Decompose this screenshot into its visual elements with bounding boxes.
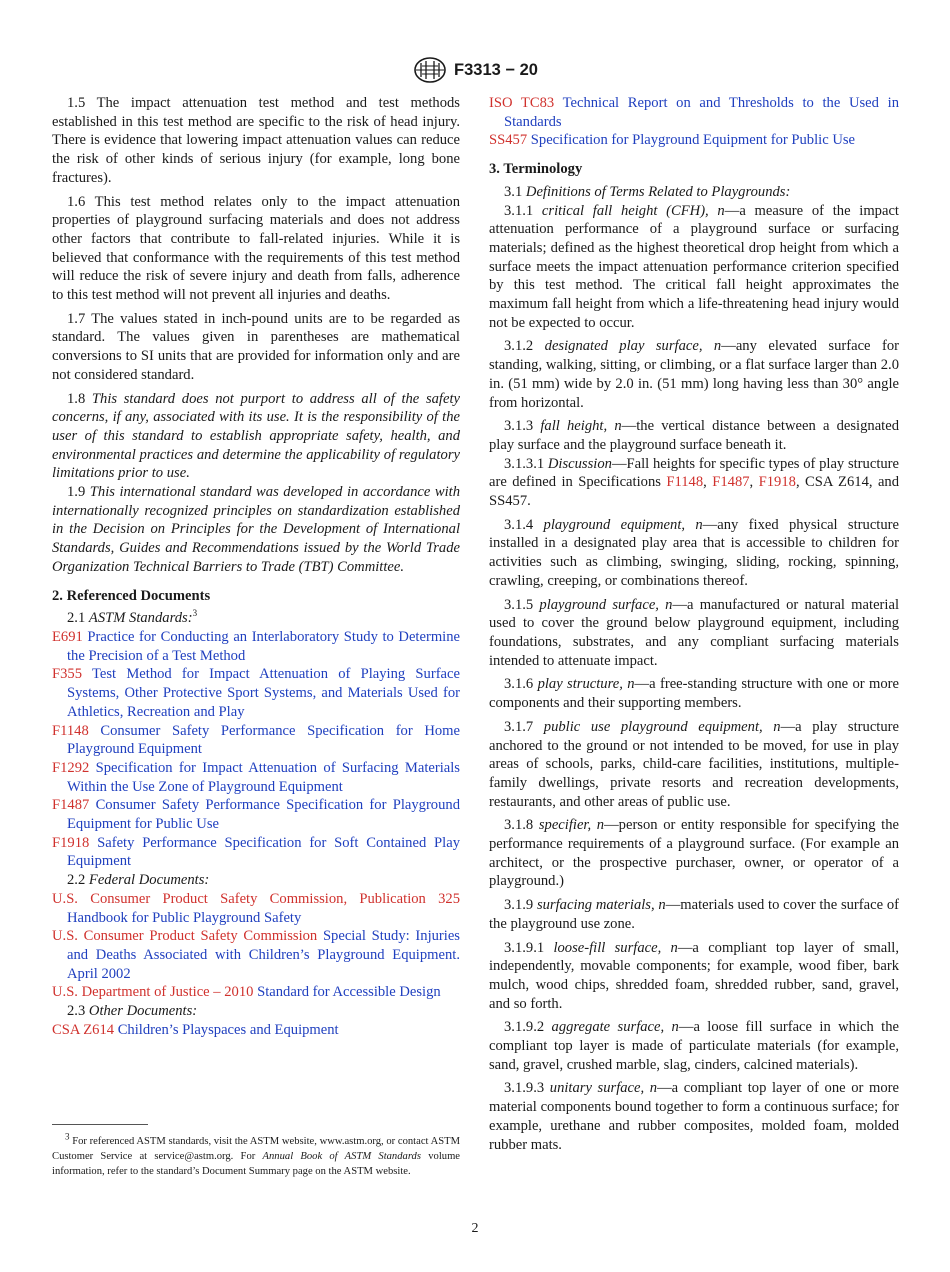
definition-term: designated play surface, n (544, 338, 722, 355)
paragraph-1-6: 1.6 This test method relates only to the impact attenuation properties of playground surfacing materials and does not address other factors that contribute to fall-related injuries. While it is believed that conformance with the requirements of this test method will reduce the risk of severe injury and death from falls, adherence to this test method will not prevent all injuries and deaths. (52, 193, 460, 304)
definition-text: —a loose fill surface in which the compliant top layer is made of particulate materials (for example, sand, gravel, crushed marble, slag, cinders, calcined materials). (489, 1019, 900, 1073)
standard-designation: F3313 − 20 (454, 60, 538, 79)
definition-text: —Fall heights for specific types of play structure are defined in Specifications (489, 455, 900, 491)
paragraph-number: 1.9 (67, 484, 86, 501)
reference-item[interactable] (52, 927, 460, 983)
definition-3-1-9-2 (489, 1018, 899, 1074)
reference-item[interactable] (52, 796, 460, 833)
definition-text: —a free-standing structure with one or more components and their supporting members. (489, 676, 899, 712)
subsection-2-3 (52, 1002, 460, 1021)
definition-3-1-7 (489, 718, 899, 812)
reference-title-link[interactable]: Practice for Conducting an Interlaboratory Study to Determine the Precision of a Test Method (67, 628, 461, 664)
reference-item[interactable] (52, 890, 460, 927)
definition-number: 3.1.6 (504, 676, 534, 693)
reference-title-link[interactable]: Handbook for Public Playground Safety (67, 909, 302, 926)
reference-id-link[interactable]: F355 (52, 666, 83, 683)
reference-title-link[interactable]: Standard for Accessible Design (257, 984, 441, 1001)
definition-text: —a measure of the impact attenuation performance of a playground surface or surfacing materials; defined as the highest theoretical drop height from which a surface meets the impact attenuation performance criterion specified by this test method. The critical fall height approximates the maximum fall height from which a life-threatening head injury would not be expected to occur. (489, 202, 899, 331)
reference-title-link[interactable]: Consumer Safety Performance Specification for Playground Equipment for Public Use (67, 797, 460, 833)
footnote-text: For referenced ASTM standards, visit the ASTM website, www.astm.org, or contact ASTM Customer Service at service@astm.org. For (52, 1136, 461, 1162)
reference-item[interactable] (52, 665, 460, 721)
paragraph-1-7: 1.7 The values stated in inch-pound units are to be regarded as standard. The values given in parentheses are mathematical conversions to SI units that are provided for information only and are not considered standard. (52, 310, 460, 383)
definition-text: —materials used to cover the surface of the playground use zone. (489, 897, 899, 932)
separator: , (749, 474, 759, 491)
definition-3-1-3 (489, 417, 899, 454)
definition-term: public use playground equipment, n (543, 718, 781, 735)
reference-id-link[interactable]: U.S. Department of Justice – 2010 (52, 984, 254, 1001)
footnote-marker: 3 (192, 608, 198, 619)
definition-text: —a compliant top layer of small, independently, movable components; for example, wood fiber, bark mulch, wood chips, shredded foam, shredded rubber, sand, gravel, and so forth. (489, 939, 899, 1012)
definition-3-1-6 (489, 675, 899, 712)
reference-item[interactable] (52, 1021, 460, 1040)
definition-term: surfacing materials, n (536, 897, 666, 914)
definition-term: specifier, n (538, 817, 605, 834)
definition-3-1-5 (489, 596, 899, 671)
spec-link-f1487[interactable]: F1487 (712, 474, 750, 491)
subsection-number: 3.1 (504, 183, 523, 200)
definition-number: 3.1.9.2 (504, 1019, 545, 1036)
definition-term: play structure, n (537, 676, 635, 693)
definition-3-1-1 (489, 202, 899, 333)
spec-link-f1148[interactable]: F1148 (666, 474, 704, 491)
reference-item[interactable] (52, 628, 460, 665)
subsection-label: Definitions of Terms Related to Playgrounds: (525, 183, 791, 200)
definition-number: 3.1.1 (504, 202, 534, 219)
definition-term: Discussion (547, 455, 612, 472)
definition-number: 3.1.7 (504, 718, 534, 735)
reference-id-link[interactable]: F1292 (52, 759, 90, 776)
section-heading-referenced-documents: 2. Referenced Documents (52, 587, 211, 604)
reference-id-link[interactable]: E691 (52, 628, 83, 645)
paragraph-text: This standard does not purport to address all of the safety concerns, if any, associated with its use. It is the responsibility of the user of this standard to establish appropriate safety, health, and environmental practices and determine the applicability of regulatory limitations prior to use. (52, 390, 460, 482)
definition-term: playground equipment, n (543, 516, 703, 533)
definition-term: fall height, n (540, 418, 622, 435)
subsection-number: 2.3 (67, 1003, 86, 1020)
footnote-divider (52, 1124, 148, 1125)
astm-logo-icon (412, 56, 448, 84)
definition-number: 3.1.3.1 (504, 455, 545, 472)
definition-3-1-4 (489, 516, 899, 591)
paragraph-1-8 (52, 390, 460, 484)
subsection-label: Federal Documents: (88, 872, 210, 889)
definition-term: aggregate surface, n (551, 1019, 679, 1036)
definition-text: —a play structure anchored to the ground or not intended to be moved, for use in play areas of schools, parks, child-care facilities, institutions, multiple-family dwellings, private resorts and recreation developments, restaurants, and other areas of public use. (489, 718, 899, 810)
reference-id-link[interactable]: U.S. Consumer Product Safety Commission, Publication 325 (52, 890, 460, 907)
definition-text: —person or entity responsible for specifying the performance requirements of a playground surface. (For example an architect, or the prospective purchaser, owner, or operator of a playground.) (489, 817, 899, 890)
definition-term: loose-fill surface, n (553, 939, 678, 956)
definition-text: —the vertical distance between a designated play surface and the playground surface beneath it. (489, 418, 899, 453)
definition-text: —a manufactured or natural material used to cover the ground below playground equipment, including foundations, substrates, and any compliant surfacing materials intended to attenuate impact. (489, 596, 899, 669)
astm-reference-list (52, 628, 460, 871)
reference-title-link[interactable]: Technical Report on and Thresholds to the Used in Standards (504, 95, 899, 130)
subsection-number: 2.1 (67, 610, 86, 627)
subsection-number: 2.2 (67, 872, 86, 889)
reference-id-link[interactable]: F1918 (52, 834, 90, 851)
definition-number: 3.1.9.1 (504, 939, 545, 956)
reference-id-link[interactable]: CSA Z614 (52, 1021, 115, 1038)
definition-text: , CSA Z614, and SS457. (489, 474, 900, 510)
footnote-marker: 3 (65, 1131, 70, 1142)
page-number: 2 (471, 1221, 479, 1236)
definition-term: unitary surface, n (549, 1080, 658, 1097)
definition-number: 3.1.9.3 (504, 1080, 545, 1097)
reference-item[interactable] (52, 983, 460, 1002)
footnote (52, 1131, 461, 1179)
definition-text: —any fixed physical structure installed in a designated play area that is accessible to children for activities such as climbing, swinging, sliding, rocking, spinning, crawling, creeping, or combinations thereof. (489, 516, 899, 589)
reference-id-link[interactable]: U.S. Consumer Product Safety Commission (52, 928, 318, 945)
other-reference-list (52, 1021, 460, 1040)
footnote-text: volume information, refer to the standard’s Document Summary page on the ASTM website. (52, 1151, 461, 1177)
reference-id-link[interactable]: SS457 (489, 132, 528, 149)
definition-3-1-2 (489, 337, 899, 412)
reference-title-link[interactable]: Children’s Playspaces and Equipment (117, 1021, 339, 1038)
federal-reference-list (52, 890, 460, 1002)
definition-number: 3.1.2 (504, 338, 534, 355)
definition-3-1-3-1 (489, 455, 899, 511)
definition-3-1-9-1 (489, 939, 899, 1014)
reference-title-link[interactable]: Specification for Playground Equipment for Public Use (530, 132, 856, 149)
definition-text: —a compliant top layer of one or more material components bound together to form a continuous surface; for example, urethane and rubber composites, molded foam, molded rubber mats. (489, 1080, 899, 1153)
footnote-book-title: Annual Book of ASTM Standards (262, 1151, 421, 1162)
reference-item[interactable] (52, 722, 460, 759)
paragraph-number: 1.8 (67, 390, 86, 407)
subsection-label: Other Documents: (88, 1003, 198, 1020)
definition-number: 3.1.8 (504, 817, 534, 834)
paragraph-text: This international standard was developed in accordance with internationally recognized principles on standardization established in the Decision on Principles for the Development of International Standards, Guides and Recommendations issued by the World Trade Organization Technical Barriers to Trade (TBT) Committee. (52, 484, 461, 575)
spec-link-f1918[interactable]: F1918 (758, 474, 796, 491)
section-heading-terminology: 3. Terminology (489, 161, 583, 178)
reference-item[interactable] (489, 131, 899, 150)
paragraph-1-9 (52, 483, 460, 577)
definition-3-1-8 (489, 816, 899, 891)
reference-id-link[interactable]: ISO TC83 (489, 95, 555, 111)
reference-item[interactable] (489, 94, 899, 131)
page-header (0, 55, 950, 85)
subsection-3-1 (489, 183, 899, 202)
right-column (489, 94, 899, 1159)
definition-3-1-9 (489, 896, 899, 933)
reference-title-link[interactable]: Special Study: Injuries and Deaths Associated with Children’s Playground Equipment. April 2002 (67, 928, 460, 982)
left-column (52, 94, 460, 1039)
definition-number: 3.1.9 (504, 897, 534, 914)
reference-title-link[interactable]: Safety Performance Specification for Soft Contained Play Equipment (67, 834, 460, 870)
reference-id-link[interactable]: F1148 (52, 722, 89, 739)
reference-title-link[interactable]: Test Method for Impact Attenuation of Playing Surface Systems, Other Protective Sport Systems, and Materials Used for Athletics, Recreation and Play (67, 666, 460, 720)
reference-item[interactable] (52, 834, 460, 871)
definition-number: 3.1.3 (504, 418, 534, 435)
subsection-2-2 (52, 871, 460, 890)
reference-item[interactable] (52, 759, 460, 796)
subsection-label: ASTM Standards: (88, 610, 193, 627)
definition-term: playground surface, n (539, 596, 673, 613)
paragraph-1-5: 1.5 The impact attenuation test method and test methods established in this test method are specific to the risk of head injury. There is evidence that lowering impact attenuation values can reduce the risk of other kinds of serious injury (for example, long bone fractures). (52, 95, 460, 186)
reference-id-link[interactable]: F1487 (52, 797, 90, 814)
subsection-2-1 (52, 609, 460, 628)
definition-text: —any elevated surface for standing, walking, sitting, or climbing, or a flat surface larger than 2.0 in. (51 mm) wide by 2.0 in. (51 mm) long having less than 30° angle from horizontal. (489, 338, 899, 411)
reference-title-link[interactable]: Consumer Safety Performance Specification for Home Playground Equipment (67, 722, 460, 758)
other-reference-list-continued (489, 94, 899, 150)
definition-3-1-9-3 (489, 1079, 899, 1154)
definition-number: 3.1.4 (504, 516, 534, 533)
definition-term: critical fall height (CFH), n (541, 202, 725, 219)
definition-number: 3.1.5 (504, 596, 534, 613)
reference-title-link[interactable]: Specification for Impact Attenuation of Surfacing Materials Within the Use Zone of Playground Equipment (67, 759, 460, 795)
separator: , (703, 474, 713, 491)
